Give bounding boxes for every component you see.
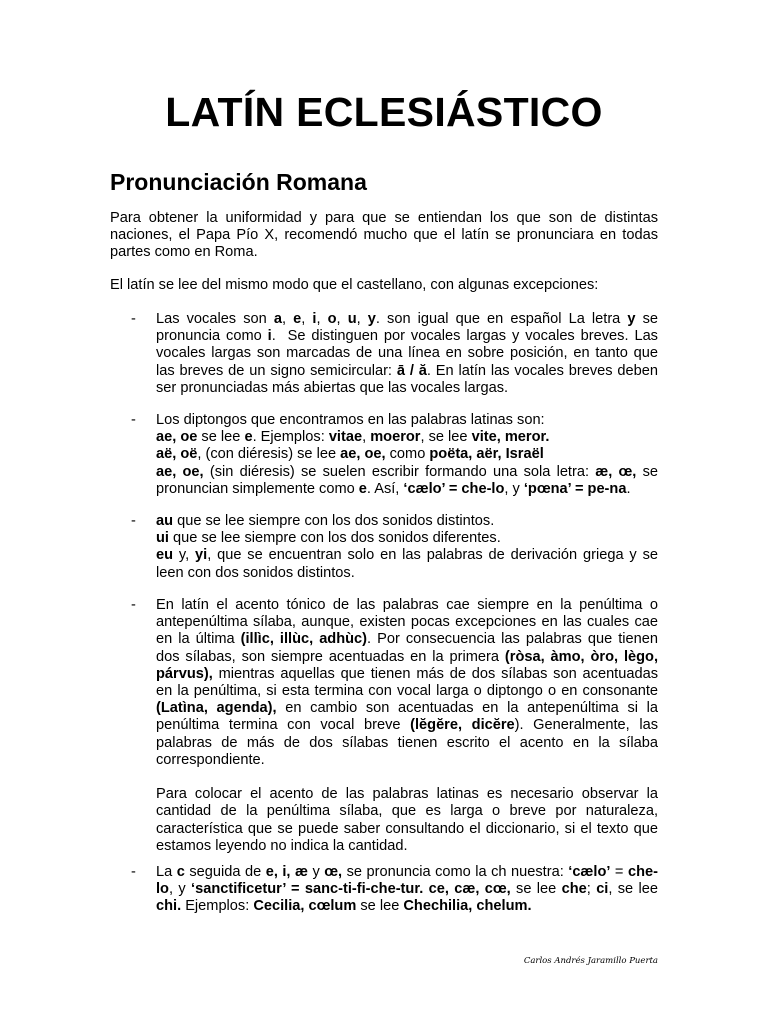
intro-paragraph: Para obtener la uniformidad y para que se entiendan los que son de distintas naciones, el Papa Pío X, recomendó mucho que el latín se pronunciara en todas partes como en Roma. (110, 210, 658, 261)
list-item-paragraph: Para colocar el acento de las palabras latinas es necesario observar la cantidad de la penúltima sílaba, que es larga o breve por naturaleza, característica que se puede saber consultando el diccionario, si el texto que estamos leyendo no indica la cantidad. (156, 786, 658, 854)
list-item-body (156, 597, 658, 855)
list-item-body (156, 864, 658, 916)
list-item-body (156, 513, 658, 582)
list-item (110, 597, 658, 855)
list-item-body (156, 412, 658, 498)
list-item (110, 864, 658, 916)
list-item-paragraph: En latín el acento tónico de las palabras cae siempre en la penúltima o antepenúltima sílaba, aunque, existen pocas excepciones en las cuales cae en la última (illìc, illùc, adhùc). Por consecuencia las palabras que tienen dos sílabas, son siempre acentuadas en la primera (ròsa, àmo, òro, lègo, párvus), mientras aquellas que tienen más de dos sílabas son acentuadas en la penúltima, si esta termina con vocal larga o diptongo o en consonante (Latìna, agenda), en cambio son acentuadas en la antepenúltima si la penúltima termina con vocal breve (lĕgĕre, dicĕre). Generalmente, las palabras de más de dos sílabas tienen escrito el acento en la sílaba correspondiente. (156, 597, 659, 768)
list-item-paragraph: La c seguida de e, i, æ y œ, se pronuncia como la ch nuestra: ‘cælo’ = che-lo, y ‘sanctificetur’ = sanc-ti-fi-che-tur. ce, cæ, cœ, se lee che; ci, se lee chi. Ejemplos: Cecilia, cœlum se lee Chechilia, chelum. (156, 864, 658, 915)
bullet-dash: - (131, 311, 136, 327)
bullet-dash: - (131, 412, 136, 428)
list-item-paragraph: Las vocales son a, e, i, o, u, y. son igual que en español La letra y se pronuncia como i. Se distinguen por vocales largas y vocales breves. Las vocales largas son marcadas de una línea en sobre posición, en tanto que las breves de un signo semicircular: ā / ă. En latín las vocales breves deben ser pronunciadas más abiertas que las vocales largas. (156, 311, 659, 396)
intro-paragraph-2: El latín se lee del mismo modo que el castellano, con algunas excepciones: (110, 277, 599, 293)
list-item-paragraph: au que se lee siempre con los dos sonidos distintos. ui que se lee siempre con los dos sonidos diferentes. eu y, yi, que se encuentran solo en las palabras de derivación griega y se leen con dos sonidos distintos. (156, 513, 658, 581)
list-item-paragraph: Los diptongos que encontramos en las palabras latinas son: ae, oe se lee e. Ejemplos: vitae, moeror, se lee vite, meror. aë, oë, (con diéresis) se lee ae, oe, como poëta, aër, Israël ae, oe, (sin diéresis) se suelen escribir formando una sola letra: æ, œ, se pronuncian simplemente como e. Así, ‘cælo’ = che-lo, y ‘pœna’ = pe-na. (156, 412, 659, 497)
bullet-dash: - (131, 597, 136, 613)
list-item-body (156, 311, 658, 397)
list-item (110, 311, 658, 397)
bullet-dash: - (131, 513, 136, 529)
bullet-dash: - (131, 864, 136, 880)
document-title: LATÍN ECLESIÁSTICO (165, 89, 603, 135)
section-heading: Pronunciación Romana (110, 169, 367, 195)
list-item (110, 513, 658, 582)
author-footer: Carlos Andrés Jaramillo Puerta (523, 956, 658, 966)
list-item (110, 412, 658, 498)
